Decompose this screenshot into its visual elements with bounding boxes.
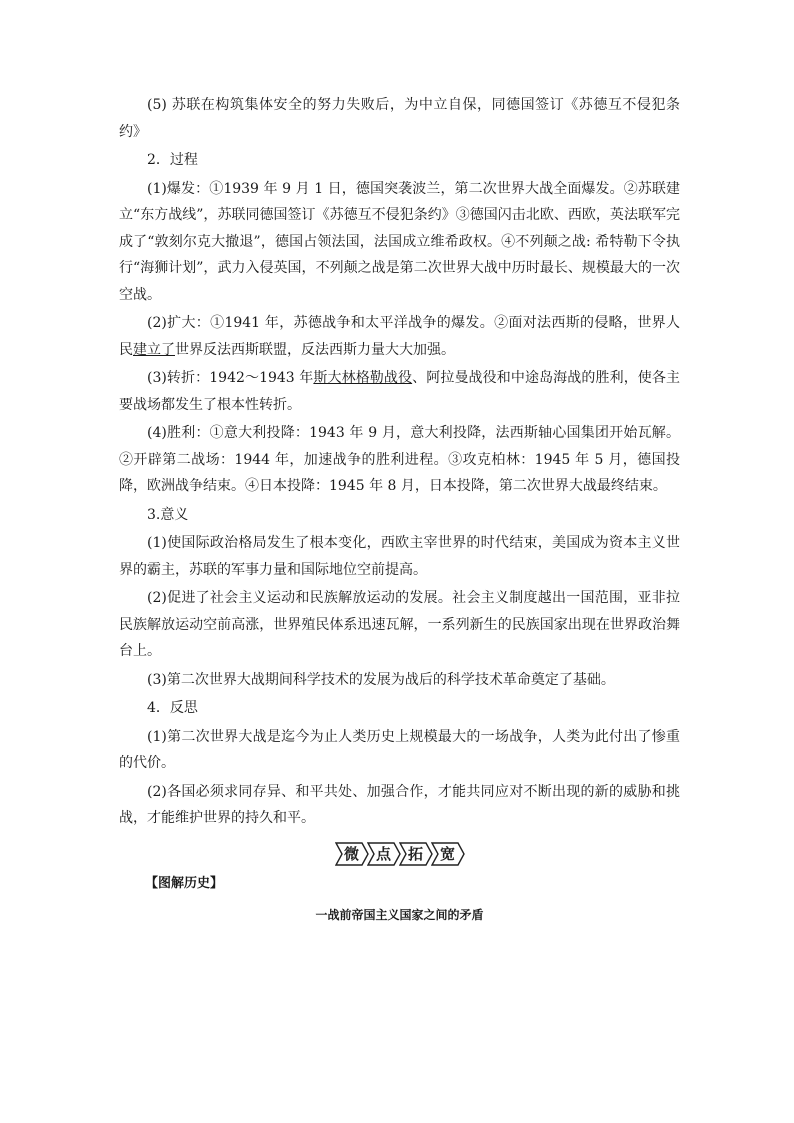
banner-chevron — [335, 841, 369, 867]
underlined-text: 建立了 — [133, 341, 175, 358]
paragraph-outbreak: (1)爆发：①1939 年 9 月 1 日，德国突袭波兰，第二次世界大战全面爆发。②苏联建立“东方战线”，苏联同德国签订《苏德互不侵犯条约》③德国闪击北欧、西欧，英法联军完成了“敦刻尔克大撤退”，德国占领法国，法国成立维希政权。④不列颠之战: 希特勒下令执行“海狮计划”，武力入侵英国，不列颠之战是第二次世界大战中历时最长、规模最大的一次空战。 — [119, 180, 680, 303]
paragraph-victory: (4)胜利：①意大利投降：1943 年 9 月，意大利投降，法西斯轴心国集团开始瓦解。②开辟第二战场：1944 年，加速战争的胜利进程。③攻克柏林：1945 年 5 月，德国投降，欧洲战争结束。④日本投降：1945 年 8 月，日本投降，第二次世界大战最终结束。 — [119, 425, 680, 494]
banner-char: 点 — [375, 844, 391, 863]
text: 、阿拉曼战役和中途岛海战的胜利，使各主要战场都发生了根本性转折。 — [119, 370, 681, 413]
banner-chevron — [399, 841, 433, 867]
section-label: 【图解历史】 — [145, 875, 224, 891]
heading-significance: 3.意义 — [147, 506, 189, 523]
figure-caption: 一战前帝国主义国家之间的矛盾 — [315, 907, 484, 922]
banner-char: 宽 — [439, 844, 455, 863]
heading-process: 2．过程 — [147, 152, 198, 168]
banner-char: 拓 — [407, 844, 423, 863]
paragraph-turning-point — [119, 365, 680, 418]
paragraph-reflection-1: (1)第二次世界大战是迄今为止人类历史上规模最大的一场战争，人类为此付出了惨重的代价。 — [119, 728, 680, 771]
section-banner — [119, 841, 680, 867]
text: 世界反法西斯联盟，反法西斯力量大大加强。 — [175, 341, 455, 358]
paragraph-cause-5: (5) 苏联在构筑集体安全的努力失败后，为中立自保，同德国签订《苏德互不侵犯条约》 — [119, 97, 680, 140]
paragraph-reflection-2: (2)各国必须求同存异、和平共处、加强合作，才能共同应对不断出现的新的威胁和挑战，才能维护世界的持久和平。 — [119, 783, 680, 826]
underlined-text: 斯大林格勒战役 — [313, 370, 413, 386]
paragraph-significance-1: (1)使国际政治格局发生了根本变化，西欧主宰世界的时代结束，美国成为资本主义世界的霸主，苏联的军事力量和国际地位空前提高。 — [119, 535, 680, 578]
paragraph-significance-3: (3)第二次世界大战期间科学技术的发展为战后的科学技术革命奠定了基础。 — [147, 671, 615, 688]
banner-chevron — [367, 841, 401, 867]
banner-char: 微 — [343, 844, 359, 863]
text: (3)转折：1942～1943 年 — [147, 370, 314, 386]
banner-chevron — [431, 841, 465, 867]
heading-reflection: 4．反思 — [147, 700, 198, 716]
paragraph-expansion — [119, 310, 680, 363]
paragraph-significance-2: (2)促进了社会主义运动和民族解放运动的发展。社会主义制度越出一国范围，亚非拉民族解放运动空前高涨，世界殖民体系迅速瓦解，一系列新生的民族国家出现在世界政治舞台上。 — [119, 590, 680, 659]
text: (2)扩大：①1941 年，苏德战争和太平洋战争的爆发。②面对法西斯的侵略，世界人民 — [119, 315, 680, 358]
